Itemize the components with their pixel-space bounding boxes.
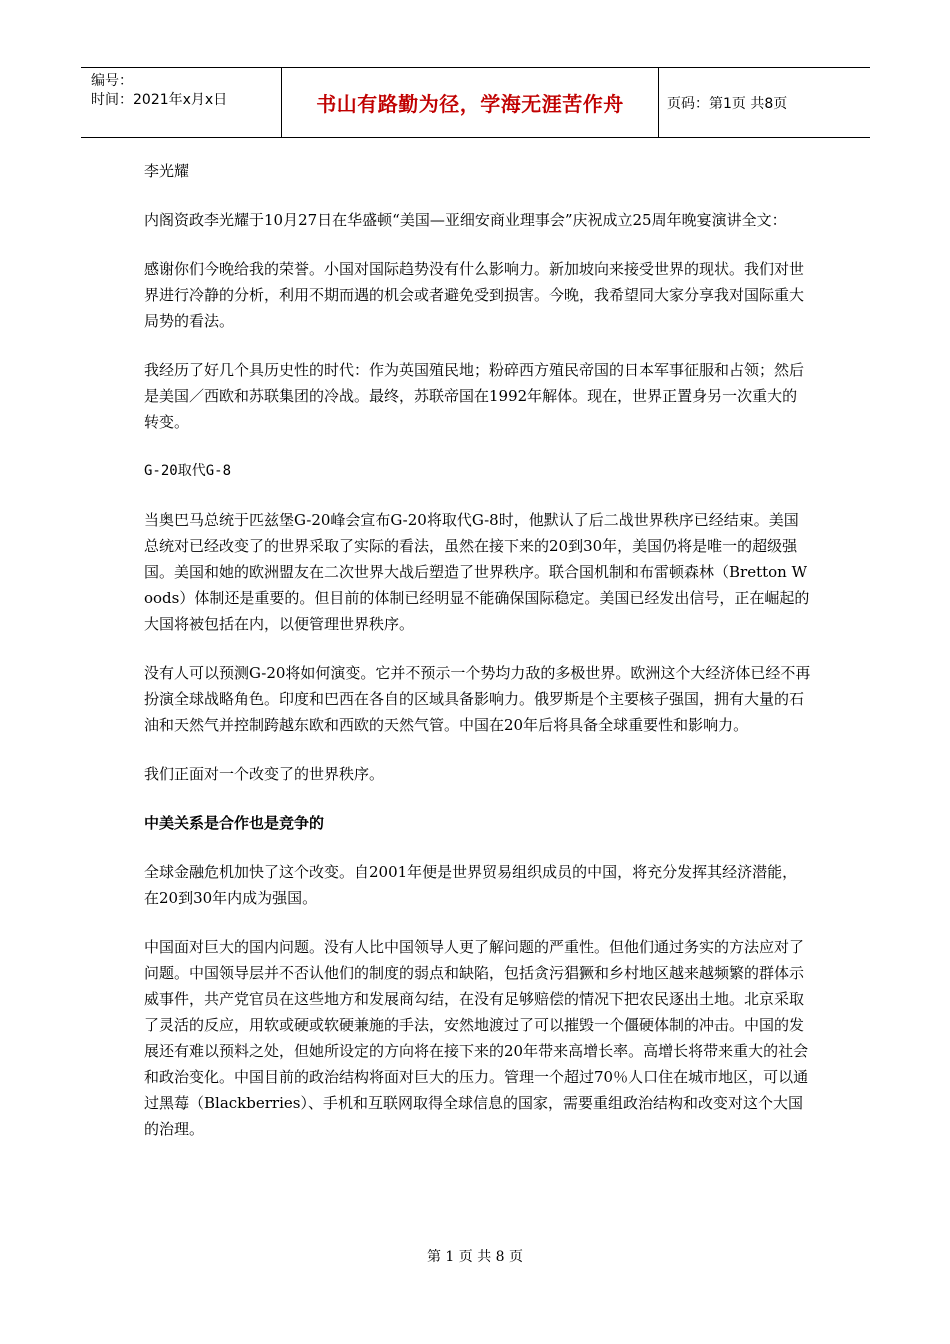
- header-meta: [81, 68, 282, 137]
- id-label: 编号：: [91, 73, 133, 89]
- paragraph-1: 感谢你们今晚给我的荣誉。小国对国际趋势没有什么影响力。新加坡向来接受世界的现状。我们对世界进行冷静的分析，利用不期而遇的机会或者避免受到损害。今晚，我希望同大家分享我对国际重大局势的看法。: [144, 260, 805, 330]
- header-page-label: 页码：第1页 共8页: [667, 95, 788, 112]
- section-heading-g20: G-20取代G-8: [144, 463, 232, 479]
- author-line: 李光耀: [144, 162, 190, 180]
- document-body: [144, 158, 812, 1165]
- paragraph-4: 没有人可以预测G-20将如何演变。它并不预示一个势均力敌的多极世界。欧洲这个大经济体已经不再扮演全球战略角色。印度和巴西在各自的区域具备影响力。俄罗斯是个主要核子强国，拥有大量的石油和天然气并控制跨越东欧和西欧的天然气管。中国在20年后将具备全球重要性和影响力。: [144, 664, 811, 734]
- paragraph-6: 全球金融危机加快了这个改变。自2001年便是世界贸易组织成员的中国，将充分发挥其经济潜能，在20到30年内成为强国。: [144, 863, 798, 907]
- paragraph-5: 我们正面对一个改变了的世界秩序。: [144, 765, 385, 783]
- paragraph-3: 当奥巴马总统于匹兹堡G-20峰会宣布G-20将取代G-8时，他默认了后二战世界秩序已经结束。美国总统对已经改变了的世界采取了实际的看法，虽然在接下来的20到30年，美国仍将是唯一的超级强国。美国和她的欧洲盟友在二次世界大战后塑造了世界秩序。联合国机制和布雷顿森林（Bretton Woods）体制还是重要的。但目前的体制已经明显不能确保国际稳定。美国已经发出信号，正在崛起的大国将被包括在内，以便管理世界秩序。: [144, 511, 810, 633]
- section-heading-us-china: 中美关系是合作也是竞争的: [144, 814, 325, 832]
- date-label: 时间：2021年x月x日: [91, 92, 228, 108]
- paragraph-7: 中国面对巨大的国内问题。没有人比中国领导人更了解问题的严重性。但他们通过务实的方法应对了问题。中国领导层并不否认他们的制度的弱点和缺陷，包括贪污猖獗和乡村地区越来越频繁的群体示威事件，共产党官员在这些地方和发展商勾结，在没有足够赔偿的情况下把农民逐出土地。北京采取了灵活的反应，用软或硬或软硬兼施的手法，安然地渡过了可以摧毁一个僵硬体制的冲击。中国的发展还有难以预料之处，但她所设定的方向将在接下来的20年带来高增长率。高增长将带来重大的社会和政治变化。中国目前的政治结构将面对巨大的压力。管理一个超过70％人口住在城市地区，可以通过黑莓（Blackberries）、手机和互联网取得全球信息的国家，需要重组政治结构和改变对这个大国的治理。: [144, 938, 809, 1138]
- document-header: [81, 67, 870, 138]
- paragraph-2: 我经历了好几个具历史性的时代：作为英国殖民地；粉碎西方殖民帝国的日本军事征服和占领；然后是美国／西欧和苏联集团的冷战。最终，苏联帝国在1992年解体。现在，世界正置身另一次重大的转变。: [144, 361, 805, 431]
- header-motto: 书山有路勤为径，学海无涯苦作舟: [282, 68, 659, 137]
- intro-paragraph: 内阁资政李光耀于10月27日在华盛顿“美国—亚细安商业理事会”庆祝成立25周年晚宴演讲全文：: [144, 211, 787, 229]
- page-footer: 第 1 页 共 8 页: [426, 1249, 524, 1265]
